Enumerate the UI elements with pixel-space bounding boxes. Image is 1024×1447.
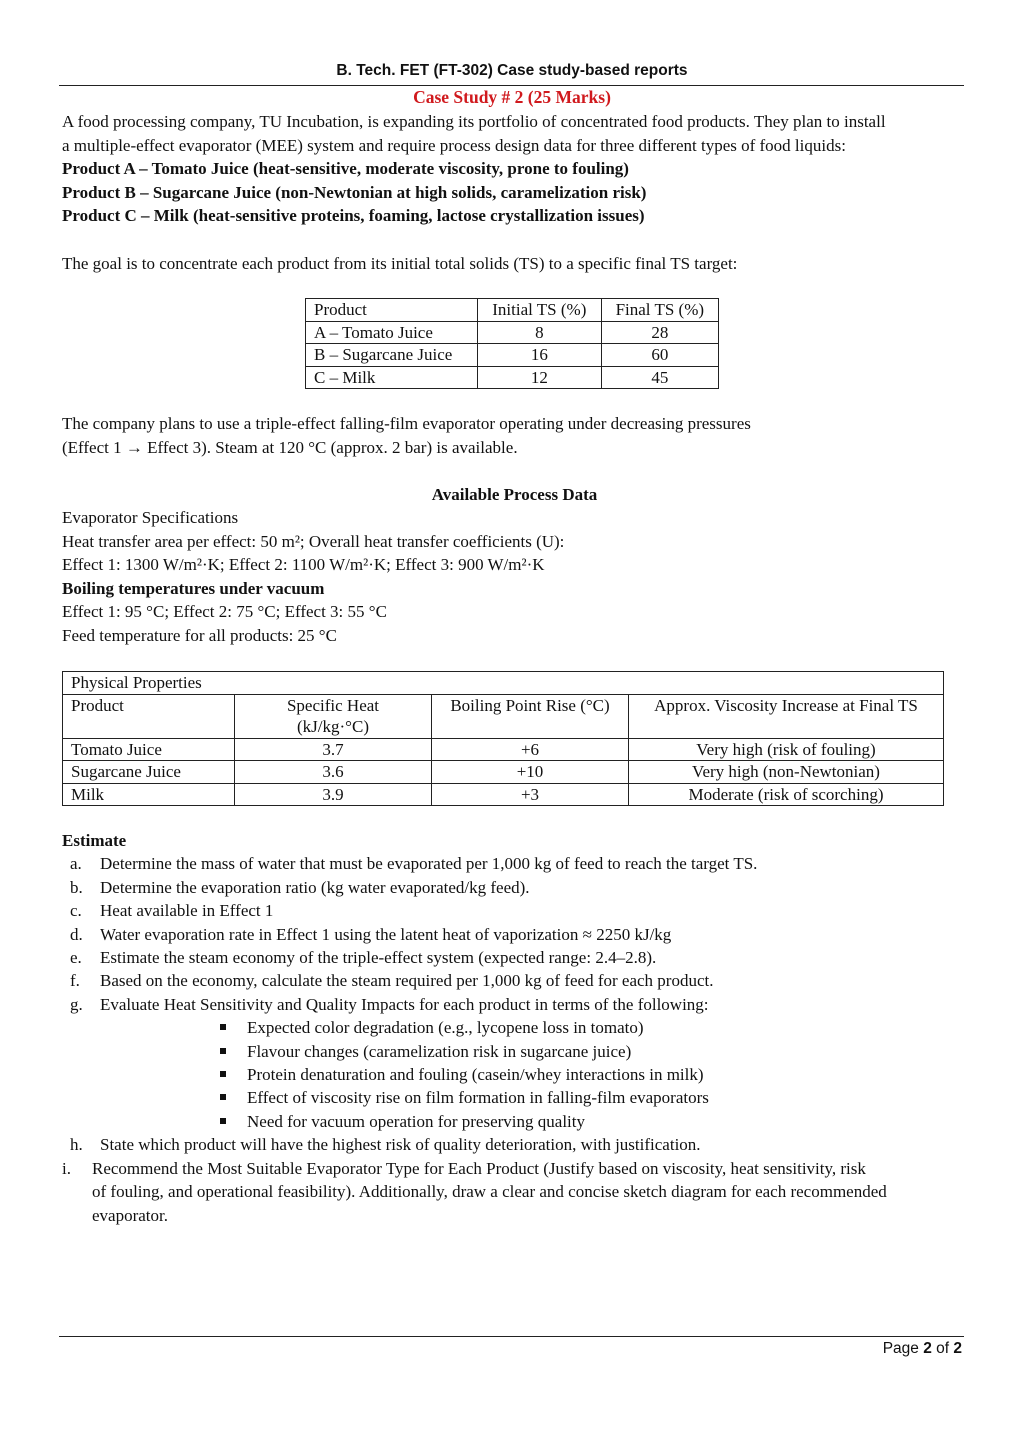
estimate-section [62, 829, 967, 1227]
table-cell: Very high (risk of fouling) [629, 738, 944, 761]
bullet-item [217, 1040, 967, 1063]
bullet-square-icon [220, 1048, 226, 1054]
intro-line: A food processing company, TU Incubation, is expanding its portfolio of concentrated food products. They plan to install [62, 112, 886, 131]
table-cell: Milk [63, 783, 235, 806]
table-cell: A – Tomato Juice [306, 321, 478, 344]
case-title: Case Study # 2 (25 Marks) [413, 87, 611, 107]
bullet-square-icon [220, 1118, 226, 1124]
table-header-cell: Product [306, 299, 478, 322]
table-row [306, 344, 719, 367]
list-item [62, 876, 967, 899]
page-of: of [931, 1340, 954, 1357]
table-row [63, 738, 944, 761]
table-header-cell: Boiling Point Rise (°C) [432, 694, 629, 738]
list-item [62, 923, 967, 946]
table-header-cell: Final TS (%) [601, 299, 718, 322]
table-cell: 60 [601, 344, 718, 367]
specific-heat-unit: (kJ/kg·°C) [297, 717, 369, 736]
process-section [62, 506, 967, 648]
list-marker: g. [70, 994, 83, 1014]
table-row [63, 761, 944, 784]
goal-line: The goal is to concentrate each product from its initial total solids (TS) to a specific final TS target: [62, 254, 738, 273]
u-line: Effect 1: 1300 W/m²·K; Effect 2: 1100 W/m²·K; Effect 3: 900 W/m²·K [62, 555, 545, 575]
bullet-square-icon [220, 1094, 226, 1100]
table-header-cell: Product [63, 694, 235, 738]
list-item [62, 993, 967, 1016]
list-text: Evaluate Heat Sensitivity and Quality Impacts for each product in terms of the following: [100, 994, 709, 1014]
area-line: Heat transfer area per effect: 50 m²; Overall heat transfer coefficients (U): [62, 531, 565, 551]
list-marker: h. [70, 1135, 83, 1155]
table-cell: 12 [478, 366, 602, 389]
footer-rule [59, 1336, 964, 1337]
table-cell: 3.6 [235, 761, 432, 784]
list-text: Determine the evaporation ratio (kg water evaporated/kg feed). [100, 877, 530, 897]
specific-heat-label: Specific Heat [286, 695, 380, 715]
estimate-heading: Estimate [62, 831, 127, 850]
product-c: Product C – Milk (heat-sensitive proteins, foaming, lactose crystallization issues) [62, 206, 645, 226]
bullet-item [217, 1063, 967, 1086]
list-marker: f. [70, 971, 80, 991]
bullet-item [217, 1086, 967, 1109]
current-page: 2 [923, 1340, 932, 1357]
table-cell: C – Milk [306, 366, 478, 389]
goal-text [62, 252, 967, 276]
bullet-text: Expected color degradation (e.g., lycopene loss in tomato) [247, 1018, 644, 1038]
list-item [62, 969, 967, 992]
table-header-cell: Initial TS (%) [478, 299, 602, 322]
table-cell: 28 [601, 321, 718, 344]
table-cell: 8 [478, 321, 602, 344]
table-header-row [306, 299, 719, 322]
list-text: of fouling, and operational feasibility). Additionally, draw a clear and concise sketch diagram for each recommended [92, 1182, 887, 1202]
bullet-text: Need for vacuum operation for preserving quality [247, 1111, 585, 1131]
boiling-heading: Boiling temperatures under vacuum [62, 578, 325, 598]
page-prefix: Page [882, 1340, 924, 1357]
plan-line: (Effect 1 → Effect 3). Steam at 120 °C (approx. 2 bar) is available. [62, 437, 518, 457]
header-rule [59, 85, 964, 86]
table-cell: 45 [601, 366, 718, 389]
bullet-item [217, 1016, 967, 1039]
table-cell: 16 [478, 344, 602, 367]
table-cell: +6 [432, 738, 629, 761]
intro-line: a multiple-effect evaporator (MEE) system and require process design data for three different types of food liquids: [62, 135, 846, 155]
list-item [62, 899, 967, 922]
table-cell: 3.7 [235, 738, 432, 761]
list-text: Based on the economy, calculate the steam required per 1,000 kg of feed for each product. [100, 971, 714, 991]
total-pages: 2 [953, 1340, 962, 1357]
header-title: B. Tech. FET (FT-302) Case study-based reports [336, 62, 688, 79]
table-row [63, 783, 944, 806]
table-cell: 3.9 [235, 783, 432, 806]
table-row [306, 366, 719, 389]
table-header-cell [235, 694, 432, 738]
bullet-text: Protein denaturation and fouling (casein/whey interactions in milk) [247, 1065, 704, 1085]
plan-section [62, 412, 967, 459]
list-text: Estimate the steam economy of the triple-effect system (expected range: 2.4–2.8). [100, 948, 657, 968]
list-marker: c. [70, 901, 82, 921]
list-item [62, 1133, 967, 1156]
product-b: Product B – Sugarcane Juice (non-Newtonian at high solids, caramelization risk) [62, 182, 647, 202]
list-marker: i. [62, 1158, 71, 1178]
table-cell: Very high (non-Newtonian) [629, 761, 944, 784]
page-number [883, 1340, 962, 1358]
list-marker: a. [70, 854, 82, 874]
intro-section [62, 110, 967, 228]
list-marker: e. [70, 948, 82, 968]
table-row [306, 321, 719, 344]
list-text: Determine the mass of water that must be evaporated per 1,000 kg of feed to reach the target TS. [100, 854, 758, 874]
bullet-square-icon [220, 1071, 226, 1077]
bullet-text: Effect of viscosity rise on film formation in falling-film evaporators [247, 1088, 709, 1108]
table-cell: Moderate (risk of scorching) [629, 783, 944, 806]
table-cell: Tomato Juice [63, 738, 235, 761]
feed-line: Feed temperature for all products: 25 °C [62, 625, 337, 645]
bullet-item [217, 1110, 967, 1133]
list-text: Water evaporation rate in Effect 1 using the latent heat of vaporization ≈ 2250 kJ/kg [100, 924, 672, 944]
list-item [62, 852, 967, 875]
list-text: Recommend the Most Suitable Evaporator Type for Each Product (Justify based on viscosity, heat sensitivity, risk [92, 1158, 866, 1178]
table-header-cell: Approx. Viscosity Increase at Final TS [629, 694, 944, 738]
list-item [62, 946, 967, 969]
physical-properties-table [62, 671, 944, 806]
table-cell: +10 [432, 761, 629, 784]
table-header-row [63, 694, 944, 738]
process-heading: Available Process Data [431, 485, 598, 504]
ts-table [305, 298, 719, 389]
list-text: State which product will have the highest risk of quality deterioration, with justification. [100, 1135, 701, 1155]
list-text: evaporator. [92, 1205, 168, 1225]
boiling-line: Effect 1: 95 °C; Effect 2: 75 °C; Effect 3: 55 °C [62, 602, 387, 622]
product-a: Product A – Tomato Juice (heat-sensitive, moderate viscosity, prone to fouling) [62, 159, 629, 179]
list-marker: b. [70, 877, 83, 897]
table-cell: Sugarcane Juice [63, 761, 235, 784]
table-caption-row [63, 672, 944, 695]
table-cell: +3 [432, 783, 629, 806]
list-text: Heat available in Effect 1 [100, 901, 274, 921]
bullet-square-icon [220, 1024, 226, 1030]
plan-line: The company plans to use a triple-effect falling-film evaporator operating under decreasing pressures [62, 414, 751, 433]
bullet-text: Flavour changes (caramelization risk in sugarcane juice) [247, 1041, 632, 1061]
table-caption: Physical Properties [63, 672, 944, 695]
bullet-list [62, 1016, 967, 1133]
spec-label: Evaporator Specifications [62, 508, 239, 527]
table-cell: B – Sugarcane Juice [306, 344, 478, 367]
list-marker: d. [70, 924, 83, 944]
list-item [62, 1157, 967, 1227]
